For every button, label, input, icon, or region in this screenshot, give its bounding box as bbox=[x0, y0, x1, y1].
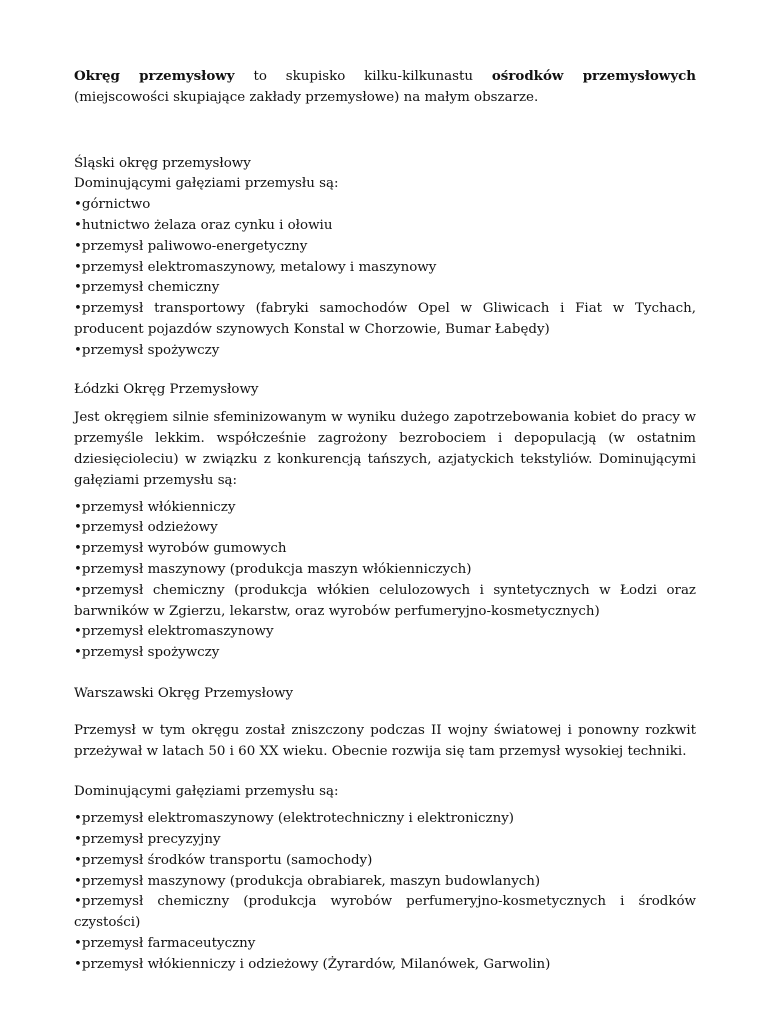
list-item: • przemysł włókienniczy i odzieżowy (Żyrardów, Milanówek, Garwolin) bbox=[74, 955, 696, 976]
list-item: • przemysł spożywczy bbox=[74, 643, 696, 664]
list-item: • przemysł transportowy (fabryki samochodów Opel w Gliwicach i Fiat w Tychach, producent pojazdów szynowych Konstal w Chorzowie, Bumar Łabędy) bbox=[74, 299, 696, 341]
silesia-lead: Dominującymi gałęziami przemysłu są: bbox=[74, 176, 339, 192]
list-item: • przemysł wyrobów gumowych bbox=[74, 539, 696, 560]
intro-term-2: ośrodków przemysłowych bbox=[491, 68, 696, 84]
list-item: • przemysł włókienniczy bbox=[74, 498, 696, 519]
list-item: • hutnictwo żelaza oraz cynku i ołowiu bbox=[74, 216, 696, 237]
lodz-list bbox=[74, 498, 696, 664]
list-item: • przemysł chemiczny bbox=[74, 278, 696, 299]
intro-text-b: (miejscowości skupiające zakłady przemysłowe) na małym obszarze. bbox=[74, 89, 539, 105]
warsaw-lead: Dominującymi gałęziami przemysłu są: bbox=[74, 784, 339, 800]
warsaw-list bbox=[74, 809, 696, 975]
list-item: • przemysł spożywczy bbox=[74, 341, 696, 362]
intro-paragraph bbox=[74, 66, 696, 109]
section-warsaw bbox=[74, 684, 696, 976]
list-item: • przemysł odzieżowy bbox=[74, 518, 696, 539]
list-item: • przemysł chemiczny (produkcja włókien celulozowych i syntetycznych w Łodzi oraz barwników w Zgierzu, lekarstw, oraz wyrobów perfumeryjno-kosmetycznych) bbox=[74, 581, 696, 623]
list-item: • przemysł elektromaszynowy (elektrotechniczny i elektroniczny) bbox=[74, 809, 696, 830]
warsaw-description: Przemysł w tym okręgu został zniszczony podczas II wojny światowej i ponowny rozkwit przeżywał w latach 50 i 60 XX wieku. Obecnie rozwija się tam przemysł wysokiej techniki. bbox=[74, 722, 696, 759]
silesia-list bbox=[74, 195, 696, 361]
list-item: • przemysł elektromaszynowy, metalowy i maszynowy bbox=[74, 258, 696, 279]
section-silesia bbox=[74, 154, 696, 362]
list-item: • przemysł paliwowo-energetyczny bbox=[74, 237, 696, 258]
section-lodz bbox=[74, 380, 696, 664]
list-item: • górnictwo bbox=[74, 195, 696, 216]
list-item: • przemysł farmaceutyczny bbox=[74, 934, 696, 955]
list-item: • przemysł chemiczny (produkcja wyrobów perfumeryjno-kosmetycznych i środków czystości) bbox=[74, 892, 696, 934]
list-item: • przemysł elektromaszynowy bbox=[74, 622, 696, 643]
section-title-warsaw: Warszawski Okręg Przemysłowy bbox=[74, 685, 294, 701]
list-item: • przemysł środków transportu (samochody) bbox=[74, 851, 696, 872]
section-title-silesia: Śląski okręg przemysłowy bbox=[74, 155, 251, 171]
list-item: • przemysł maszynowy (produkcja maszyn włókienniczych) bbox=[74, 560, 696, 581]
lodz-description: Jest okręgiem silnie sfeminizowanym w wyniku dużego zapotrzebowania kobiet do pracy w przemyśle lekkim. współcześnie zagrożony bezrobociem i depopulacją (w ostatnim dziesięcioleciu) w związku z konkurencją tańszych, azjatyckich tekstyliów. Dominującymi gałęziami przemysłu są: bbox=[74, 410, 696, 488]
intro-text-a: to skupisko kilku-kilkunastu bbox=[234, 69, 492, 84]
list-item: • przemysł maszynowy (produkcja obrabiarek, maszyn budowlanych) bbox=[74, 872, 696, 893]
intro-term: Okręg przemysłowy bbox=[74, 68, 235, 84]
list-item: • przemysł precyzyjny bbox=[74, 830, 696, 851]
section-title-lodz: Łódzki Okręg Przemysłowy bbox=[74, 381, 259, 397]
document-page bbox=[74, 66, 696, 975]
